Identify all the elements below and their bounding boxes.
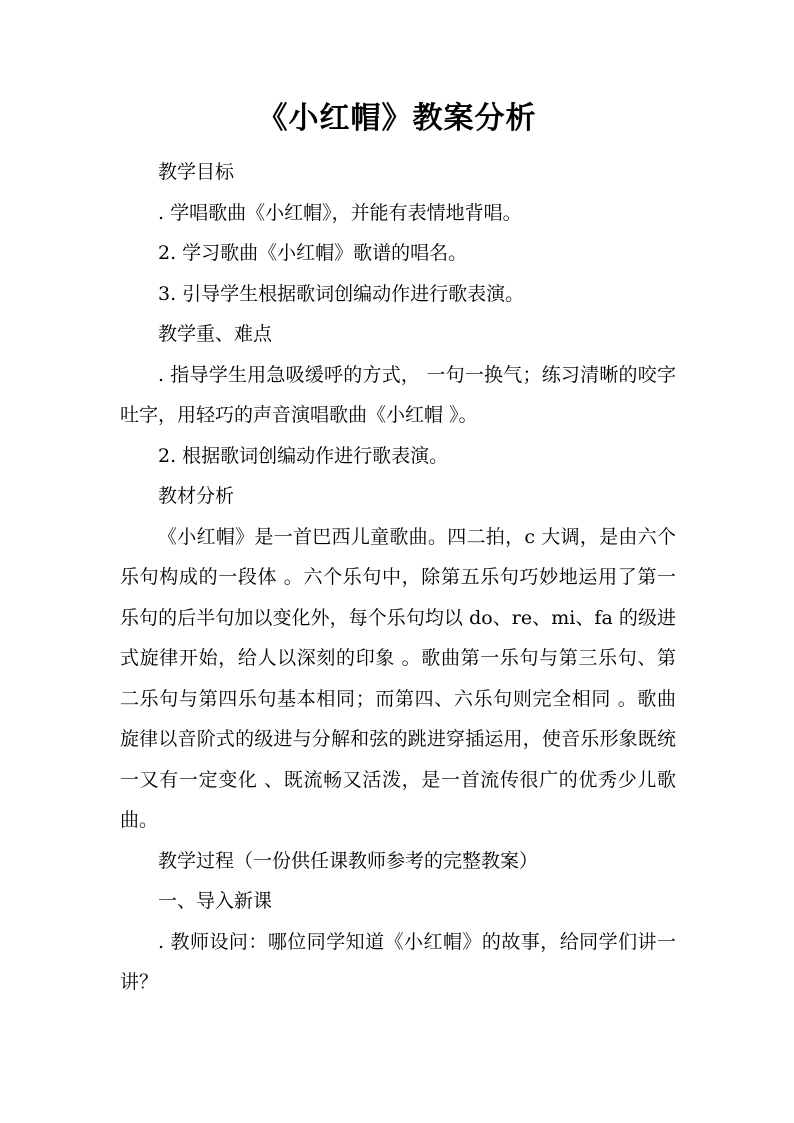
heading-material-analysis: 教材分析 (158, 485, 235, 507)
section-introduction: 一、导入新课 (158, 890, 273, 912)
heading-key-points: 教学重、难点 (158, 323, 273, 345)
introduction-item-1: . 教师设问：哪位同学知道《小红帽》的故事，给同学们讲一讲？ (120, 930, 676, 993)
key-point-1: . 指导学生用急吸缓呼的方式， 一句一换气；练习清晰的咬字吐字，用轻巧的声音演唱歌曲《小红帽 》。 (120, 363, 676, 426)
goal-item-1: . 学唱歌曲《小红帽》，并能有表情地背唱。 (158, 201, 522, 224)
key-point-2: 2. 根据歌词创编动作进行歌表演。 (158, 444, 449, 467)
goal-item-2: 2. 学习歌曲《小红帽》歌谱的唱名。 (158, 242, 468, 264)
heading-teaching-goals: 教学目标 (158, 161, 235, 183)
heading-teaching-process: 教学过程（一份供任课教师参考的完整教案） (158, 849, 539, 872)
document-title: 《小红帽》教案分析 (257, 101, 537, 136)
material-analysis-text: 《小红帽》是一首巴西儿童歌曲。四二拍，c 大调，是由六个乐句构成的一段体 。六个乐句中，除第五乐句巧妙地运用了第一乐句的后半句加以变化外，每个乐句均以 do、re、mi、fa 的级进式旋律开始，给人以深刻的印象 。歌曲第一乐句与第三乐句、第二乐句与第四乐句基本相同；而第四、六乐句则完全相同 。歌曲旋律以音阶式的级进与分解和弦的跳进穿插运用，使音乐形象既统一又有一定变化 、既流畅又活泼，是一首流传很广的优秀少儿歌曲。 (120, 525, 676, 831)
document-body (120, 152, 676, 1003)
goal-item-3: 3. 引导学生根据歌词创编动作进行歌表演。 (158, 282, 525, 305)
